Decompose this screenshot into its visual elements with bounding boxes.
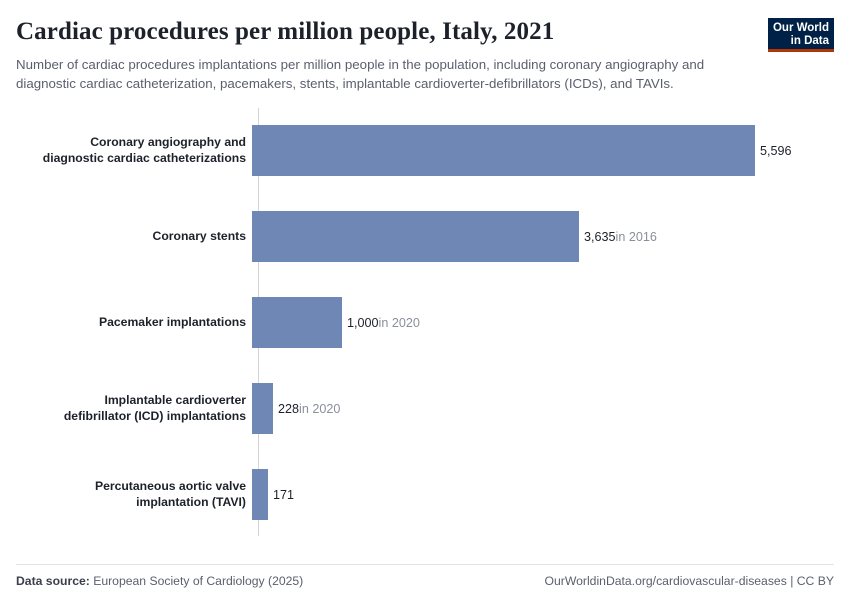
chart-footer	[16, 564, 834, 588]
bar-category-label-line-1: Coronary stents	[152, 228, 246, 243]
bar-series	[16, 108, 834, 538]
bar-value-year-note: in 2020	[299, 401, 341, 416]
bar-value-label	[347, 316, 420, 330]
bar-category-label-line-1: Implantable cardioverter	[104, 393, 246, 408]
bar-category-label	[16, 479, 252, 510]
bar[interactable]	[252, 469, 268, 520]
data-source-value: European Society of Cardiology (2025)	[93, 574, 304, 588]
bar-row[interactable]	[16, 366, 834, 452]
bar[interactable]	[252, 297, 342, 348]
bar-category-label-line-2: diagnostic cardiac catheterizations	[42, 150, 246, 165]
bar-row[interactable]	[16, 280, 834, 366]
bar-track	[252, 280, 834, 366]
bar-row[interactable]	[16, 108, 834, 194]
footer-attribution[interactable]: OurWorldinData.org/cardiovascular-diseases | CC BY	[544, 574, 834, 588]
bar-category-label	[16, 229, 252, 244]
bar-track	[252, 452, 834, 538]
bar-row[interactable]	[16, 452, 834, 538]
bar-value-label	[278, 402, 340, 416]
chart-plot-area	[16, 108, 834, 538]
logo-line-2: in Data	[790, 34, 829, 47]
bar-value-label	[584, 230, 657, 244]
data-source-label: Data source:	[16, 574, 90, 588]
bar-category-label	[16, 135, 252, 166]
bar-row[interactable]	[16, 194, 834, 280]
bar-track	[252, 194, 834, 280]
chart-subtitle: Number of cardiac procedures implantations per million people in the population, including coronary angiography and diagnostic cardiac catheterization, pacemakers, stents, implantable cardioverter-defibrillators (ICDs), and TAVIs.	[16, 56, 705, 91]
bar-value-number: 171	[273, 487, 295, 502]
bar[interactable]	[252, 211, 579, 262]
bar-value-number: 228	[278, 401, 300, 416]
bar-category-label-line-2: defibrillator (ICD) implantations	[63, 408, 246, 423]
bar-value-number: 1,000	[347, 315, 379, 330]
bar-category-label-line-1: Coronary angiography and	[90, 135, 246, 150]
bar-track	[252, 108, 834, 194]
bar[interactable]	[252, 125, 755, 176]
bar[interactable]	[252, 383, 273, 434]
bar-category-label	[16, 315, 252, 330]
logo-line-1: Our World	[772, 22, 829, 34]
bar-category-label-line-1: Pacemaker implantations	[99, 314, 246, 329]
page-title: Cardiac procedures per million people, Italy, 2021	[16, 18, 555, 45]
bar-value-year-note: in 2016	[615, 229, 657, 244]
bar-category-label-line-1: Percutaneous aortic valve	[94, 479, 246, 494]
chart-header	[16, 18, 834, 94]
bar-category-label	[16, 393, 252, 424]
bar-category-label-line-2: implantation (TAVI)	[136, 494, 246, 509]
bar-value-label	[760, 144, 792, 158]
our-world-in-data-logo[interactable]	[768, 18, 834, 52]
bar-value-number: 3,635	[584, 229, 616, 244]
data-source	[16, 574, 303, 588]
bar-value-label	[273, 488, 294, 502]
bar-value-year-note: in 2020	[378, 315, 420, 330]
bar-track	[252, 366, 834, 452]
bar-value-number: 5,596	[760, 143, 792, 158]
